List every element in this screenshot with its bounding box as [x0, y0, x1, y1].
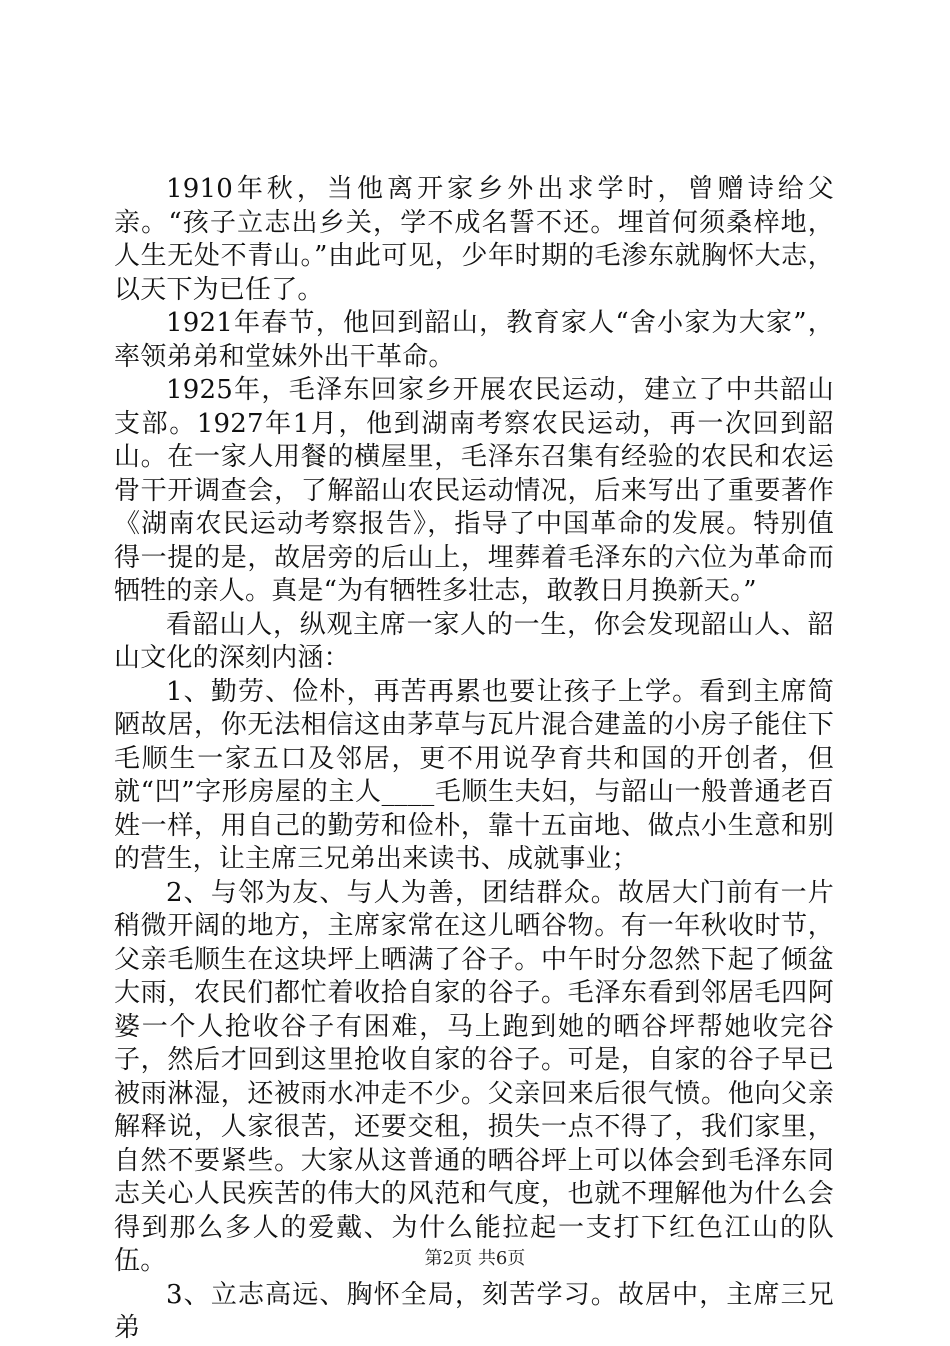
paragraph-point-1: 1、勤劳、俭朴，再苦再累也要让孩子上学。看到主席简陋故居，你无法相信这由茅草与瓦片混合建盖的小房子能住下毛顺生一家五口及邻居，更不用说孕育共和国的开创者，但就“凹”字形房屋的主人____毛顺生夫妇，与韶山一般普通老百姓一样，用自己的勤劳和俭朴，靠十五亩地、做点小生意和别的营生，让主席三兄弟出来读书、成就事业； [114, 676, 834, 874]
paragraph-1921-spring: 1921年春节，他回到韶山，教育家人“舍小家为大家”，率领弟弟和堂妹外出干革命。 [114, 308, 834, 372]
paragraph-shaoshan-intro: 看韶山人，纵观主席一家人的一生，你会发现韶山人、韶山文化的深刻内涵： [114, 609, 834, 673]
paragraph-point-2: 2、与邻为友、与人为善，团结群众。故居大门前有一片稍微开阔的地方，主席家常在这儿晒谷物。有一年秋收时节，父亲毛顺生在这块坪上晒满了谷子。中午时分忽然下起了倾盆大雨，农民们都忙着收拾自家的谷子。毛泽东看到邻居毛四阿婆一个人抢收谷子有困难，马上跑到她的晒谷坪帮她收完谷子，然后才回到这里抢收自家的谷子。可是，自家的谷子早已被雨淋湿，还被雨水冲走不少。父亲回来后很气愤。他向父亲解释说，人家很苦，还要交租，损失一点不得了，我们家里，自然不要紧些。大家从这普通的晒谷坪上可以体会到毛泽东同志关心人民疾苦的伟大的风范和气度，也就不理解他为什么会得到那么多人的爱戴、为什么能拉起一支打下红色江山的队伍。 [114, 877, 834, 1276]
paragraph-point-3: 3、立志高远、胸怀全局，刻苦学习。故居中，主席三兄弟 [114, 1279, 834, 1343]
document-body [114, 173, 834, 1346]
paragraph-1925-movement: 1925年，毛泽东回家乡开展农民运动，建立了中共韶山支部。1927年1月，他到湖南考察农民运动，再一次回到韶山。在一家人用餐的横屋里，毛泽东召集有经验的农民和农运骨干开调查会，了解韶山农民运动情况，后来写出了重要著作《湖南农民运动考察报告》，指导了中国革命的发展。特别值得一提的是，故居旁的后山上，埋葬着毛泽东的六位为革命而牺牲的亲人。真是“为有牺牲多壮志，敢教日月换新天。” [114, 375, 834, 606]
page-number-footer: 第2页 共6页 [424, 1248, 526, 1269]
paragraph-1910-poem: 1910年秋，当他离开家乡外出求学时，曾赠诗给父亲。“孩子立志出乡关，学不成名誓不还。埋首何须桑梓地，人生无处不青山。”由此可见，少年时期的毛渗东就胸怀大志，以天下为已任了。 [114, 174, 834, 305]
